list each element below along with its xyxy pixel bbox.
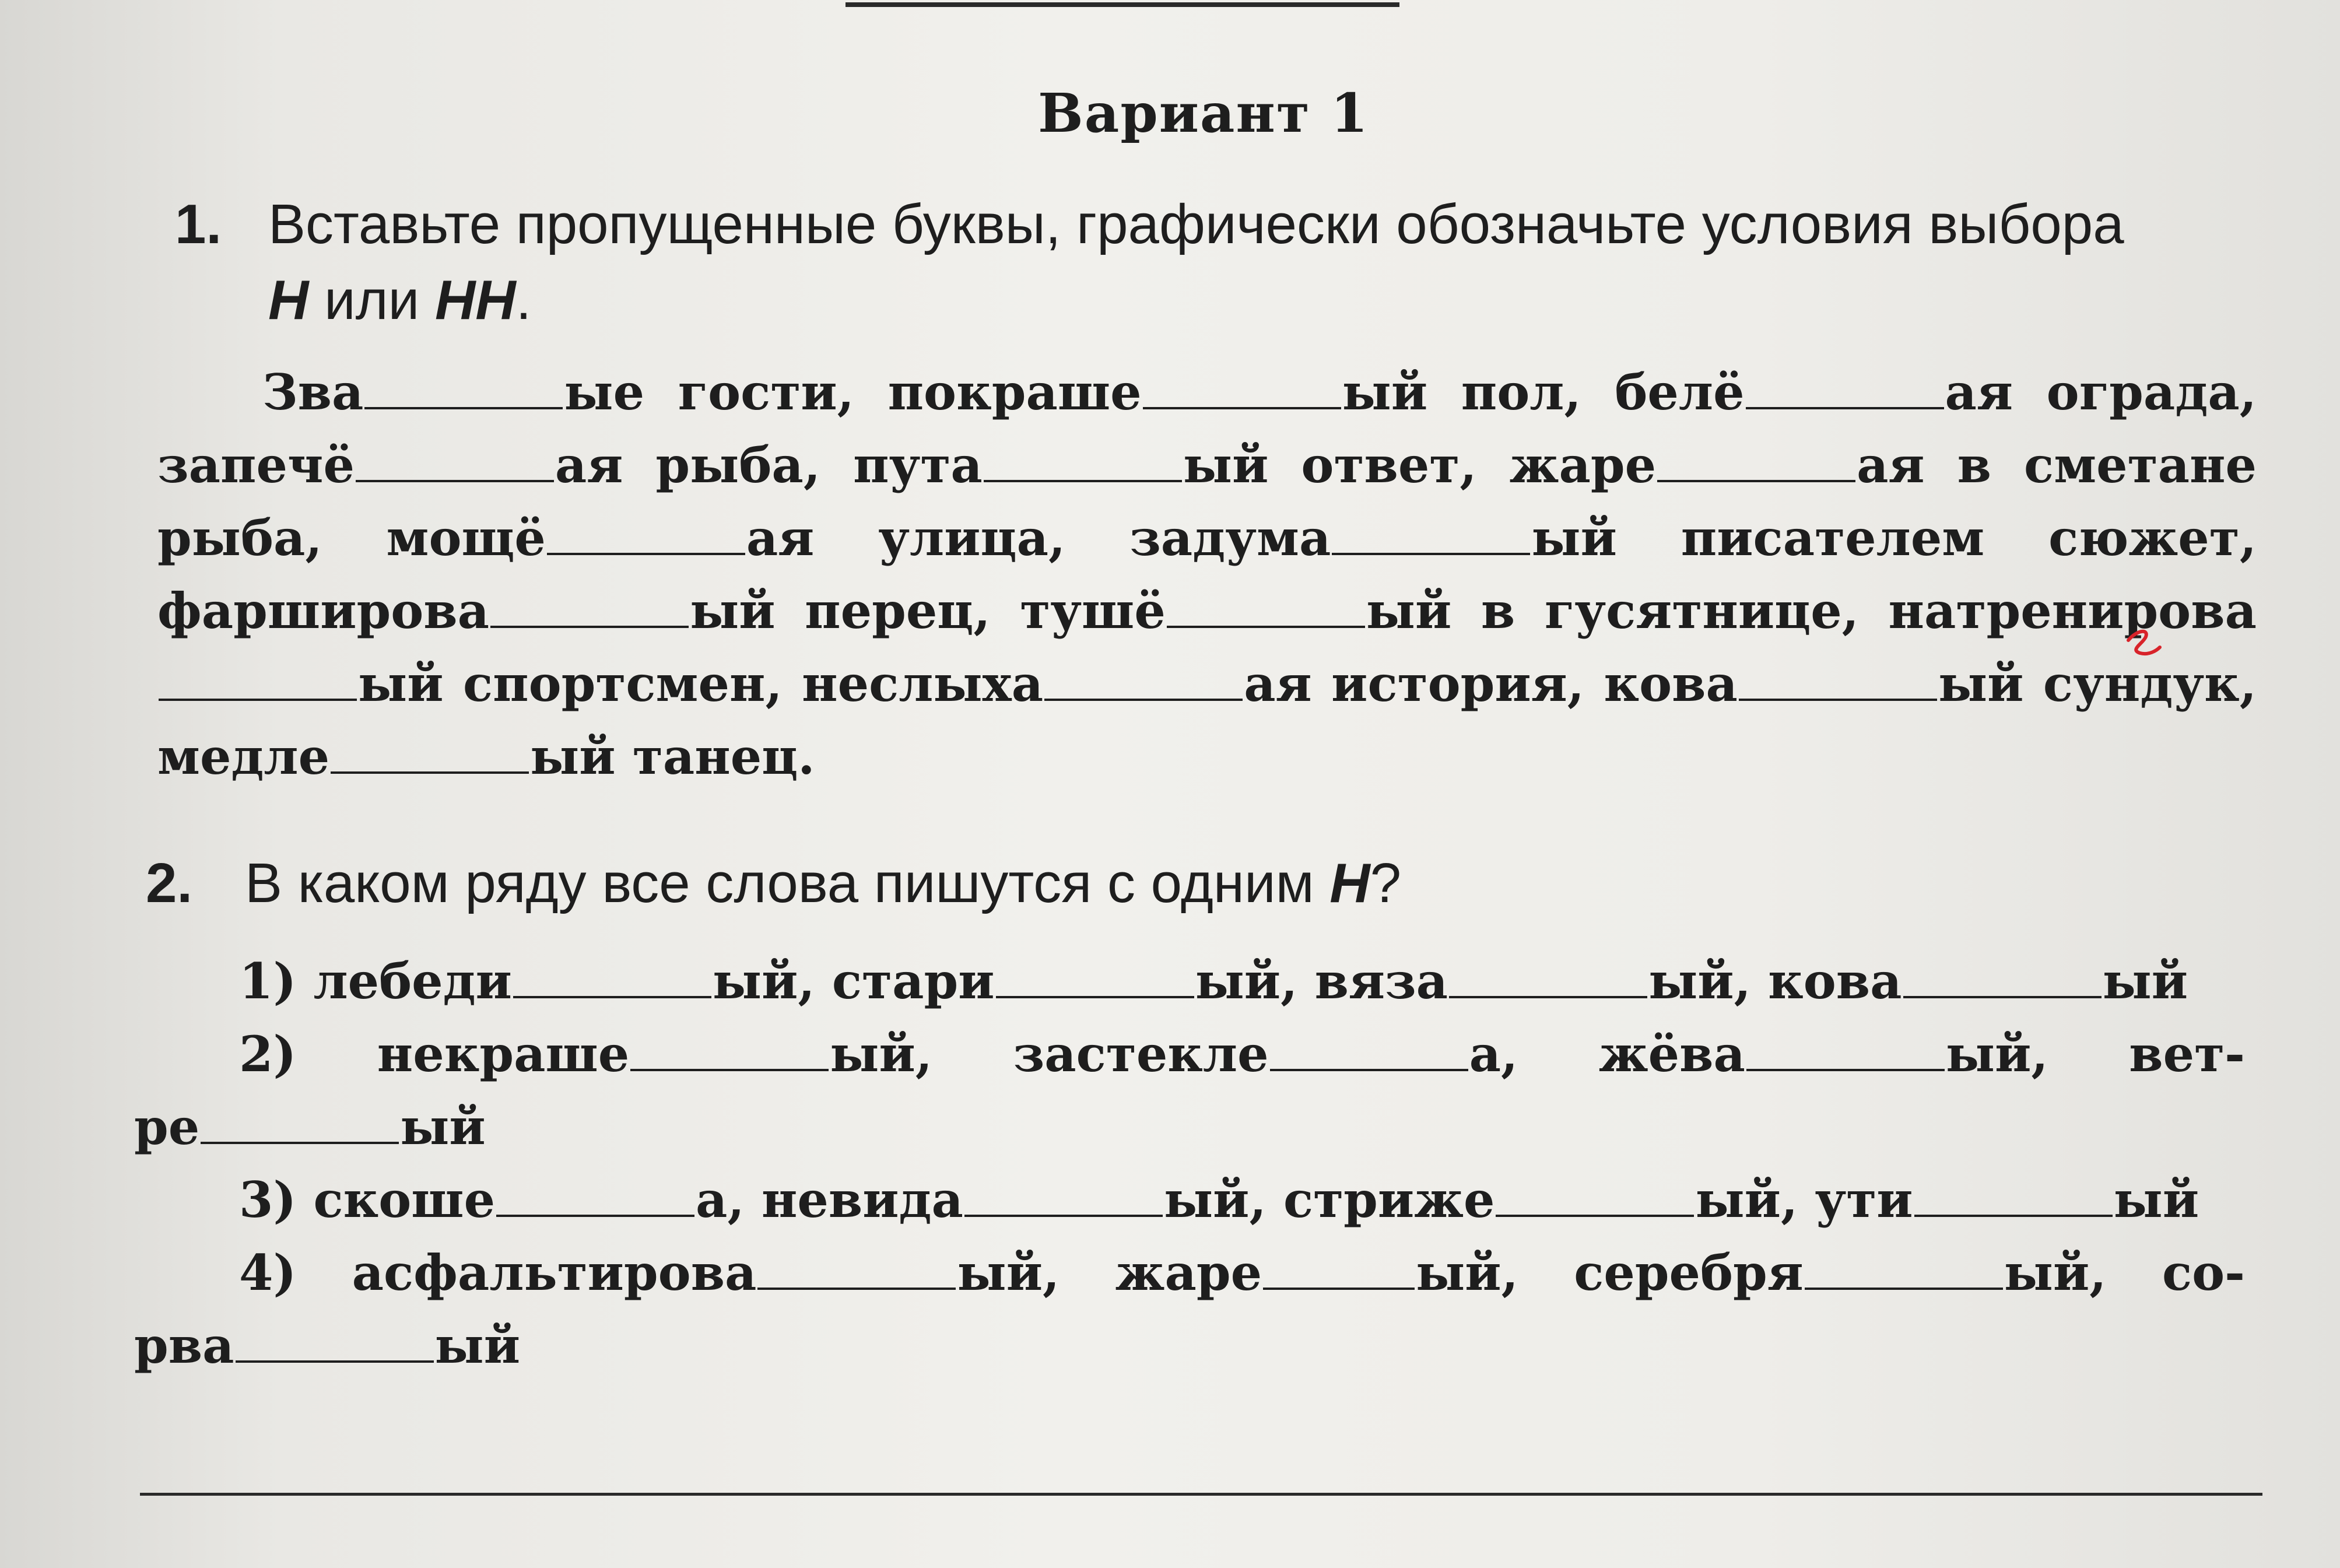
blank-field[interactable] (547, 514, 745, 555)
blank-field[interactable] (1143, 369, 1341, 409)
top-rule (846, 2, 1399, 7)
blank-field[interactable] (757, 1249, 956, 1290)
option-word (1315, 952, 1751, 1010)
task-1-instruction-line2 (268, 268, 531, 332)
word-stem: рва (134, 1317, 234, 1374)
word-stem: некраше (377, 1025, 630, 1083)
word-stem: асфальтирова (352, 1244, 757, 1302)
word-stem: мощё (386, 509, 546, 567)
word-stem: стари (832, 952, 995, 1010)
word-stem: Зва (262, 363, 364, 421)
word-ending: ый сундук, (1938, 655, 2257, 713)
option-3 (134, 1163, 2245, 1236)
option-word (1013, 1025, 1518, 1083)
word-ending: ый танец. (530, 728, 815, 785)
blank-field[interactable] (1739, 660, 1937, 701)
option-word (377, 1025, 932, 1083)
option-word (2162, 1244, 2245, 1302)
word-ending: ый, (957, 1244, 1060, 1302)
option-4 (134, 1236, 2245, 1309)
word-ending: ый спортсмен, (358, 655, 802, 713)
word-stem: серебря (1574, 1244, 1804, 1302)
word-stem: невида (761, 1171, 963, 1229)
word-ending: ая история, (1244, 655, 1604, 713)
option-4-continuation (134, 1309, 2245, 1382)
word-stem: жаре (1115, 1244, 1262, 1302)
word-ending: ый пол, (1342, 363, 1615, 421)
word-stem: вет- (2129, 1025, 2245, 1083)
word-stem: ре (134, 1098, 200, 1156)
task-2-question-text (245, 851, 1401, 915)
word-stem: стриже (1283, 1171, 1495, 1229)
word-ending: ый, (1648, 952, 1751, 1010)
blank-field[interactable] (1914, 1176, 2113, 1217)
word-stem: пута (853, 436, 983, 494)
option-label: 1) (239, 952, 297, 1010)
option-2 (134, 1018, 2245, 1090)
option-word (1768, 952, 2188, 1010)
option-1 (134, 945, 2245, 1018)
blank-field[interactable] (630, 1030, 829, 1071)
word-ending: ая в сметане рыба, (157, 436, 2257, 567)
blank-field[interactable] (996, 957, 1194, 998)
word-ending: ая ограда, (1945, 363, 2257, 421)
word-ending: ый (2113, 1171, 2199, 1229)
option-word (1574, 1244, 2106, 1302)
task-2-options (134, 945, 2245, 1382)
blank-field[interactable] (984, 441, 1182, 482)
blank-field[interactable] (364, 369, 563, 409)
word-stem: кова (1768, 952, 1902, 1010)
word-stem: ути (1815, 1171, 1913, 1229)
word-ending: ый, (2004, 1244, 2107, 1302)
word-ending: ый (434, 1317, 521, 1374)
blank-field[interactable] (1496, 1176, 1694, 1217)
word-stem: покраше (887, 363, 1142, 421)
word-stem: натренирова (1888, 582, 2257, 640)
blank-field[interactable] (1903, 957, 2102, 998)
blank-field[interactable] (1167, 587, 1365, 628)
blank-field[interactable] (513, 957, 711, 998)
word-stem: запечё (157, 436, 355, 494)
word-stem: задума (1129, 509, 1331, 567)
word-stem: неслыха (802, 655, 1044, 713)
option-word (313, 1171, 744, 1229)
task-1-exercise (157, 356, 2257, 793)
word-stem: со- (2162, 1244, 2245, 1302)
option-2-continuation (134, 1090, 2245, 1163)
word-ending: ый, (712, 952, 815, 1010)
blank-field[interactable] (1263, 1249, 1415, 1290)
blank-field[interactable] (1805, 1249, 2003, 1290)
word-ending: ый, (830, 1025, 933, 1083)
option-label: 3) (239, 1171, 297, 1229)
letters-nn: НН (434, 269, 516, 331)
option-word (1815, 1171, 2199, 1229)
task-1-paragraph (157, 356, 2257, 793)
blank-field[interactable] (1746, 369, 1944, 409)
word-ending: а, (1469, 1025, 1518, 1083)
blank-field[interactable] (159, 660, 357, 701)
option-word (1599, 1025, 2048, 1083)
blank-field[interactable] (490, 587, 689, 628)
word-ending: ый перец, (690, 582, 1020, 640)
word-ending: ый, (1195, 952, 1298, 1010)
letter-n: Н (268, 269, 309, 331)
word-ending: а, (696, 1171, 745, 1229)
option-label: 4) (239, 1244, 297, 1302)
blank-field[interactable] (1657, 441, 1855, 482)
option-word (1283, 1171, 1798, 1229)
word-stem: медле (157, 728, 330, 785)
answer-line (140, 1493, 2262, 1496)
word-stem: жёва (1598, 1025, 1745, 1083)
question-text: В каком ряду все слова пишутся с одним (245, 852, 1330, 914)
blank-field[interactable] (201, 1103, 399, 1144)
blank-field[interactable] (1044, 660, 1243, 701)
blank-field[interactable] (496, 1176, 694, 1217)
blank-field[interactable] (1449, 957, 1647, 998)
word-ending: ая рыба, (555, 436, 854, 494)
word-stem: тушё (1020, 582, 1166, 640)
instruction-period: . (515, 269, 532, 331)
task-2-number: 2. (146, 852, 193, 914)
word-ending: ый (400, 1098, 486, 1156)
blank-field[interactable] (1270, 1030, 1468, 1071)
word-ending: ый в гусятнице, (1366, 582, 1889, 640)
blank-field[interactable] (1332, 514, 1530, 555)
variant-title: Вариант 1 (1038, 82, 1369, 145)
word-ending: ая улица, (746, 509, 1130, 567)
task-1-instruction-line1: Вставьте пропущенные буквы, графически обозначьте условия выбора (268, 193, 2124, 255)
option-word (352, 1244, 1060, 1302)
task-1-number: 1. (175, 193, 222, 255)
word-ending: ый ответ, (1183, 436, 1510, 494)
question-mark: ? (1370, 852, 1401, 914)
option-word (832, 952, 1297, 1010)
word-ending: ый, (1416, 1244, 1518, 1302)
blank-field[interactable] (1746, 1030, 1945, 1071)
blank-field[interactable] (236, 1322, 434, 1363)
word-ending: ые гости, (564, 363, 888, 421)
option-label: 2) (239, 1025, 297, 1083)
word-stem: скоше (313, 1171, 496, 1229)
option-word (313, 952, 815, 1010)
word-stem: жаре (1509, 436, 1657, 494)
word-ending: ый, (1945, 1025, 2048, 1083)
word-stem: кова (1604, 655, 1738, 713)
blank-field[interactable] (964, 1176, 1163, 1217)
word-ending: ый, (1163, 1171, 1267, 1229)
word-ending: ый, (1695, 1171, 1798, 1229)
word-stem: белё (1615, 363, 1745, 421)
word-stem: застекле (1013, 1025, 1269, 1083)
word-ending: ый писателем сюжет, (1531, 509, 2257, 567)
word-stem: лебеди (313, 952, 512, 1010)
option-word (762, 1171, 1267, 1229)
blank-field[interactable] (356, 441, 554, 482)
word-or: или (324, 269, 420, 331)
red-check-mark-icon (2123, 624, 2163, 659)
word-stem: фаршировa (157, 582, 490, 640)
question-letter-n: Н (1329, 852, 1370, 914)
option-word (1115, 1244, 1518, 1302)
word-ending: ый (2102, 952, 2188, 1010)
word-stem: вяза (1314, 952, 1448, 1010)
option-word (2129, 1025, 2245, 1083)
blank-field[interactable] (331, 733, 529, 774)
